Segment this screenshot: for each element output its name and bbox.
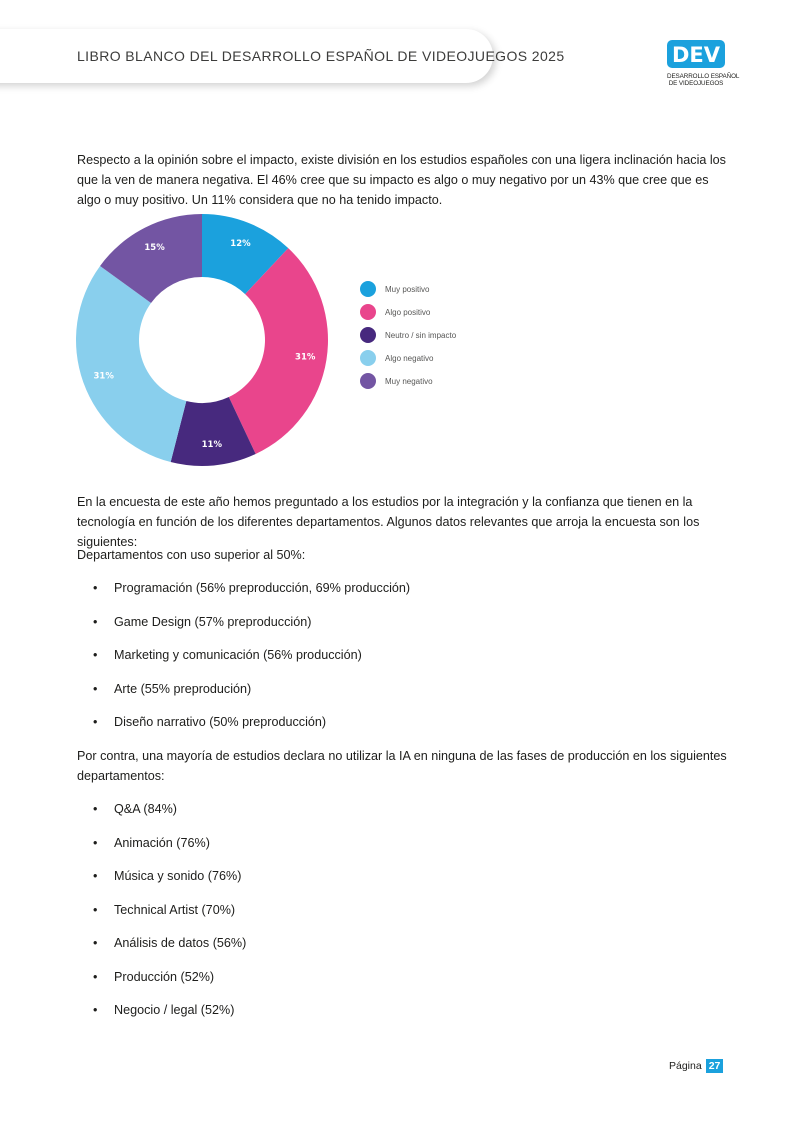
list-item-text: Análisis de datos (56%): [114, 936, 247, 950]
legend-swatch: [360, 304, 376, 320]
legend-swatch: [360, 327, 376, 343]
bullet-icon: •: [93, 936, 98, 950]
bullet-icon: •: [93, 614, 98, 629]
bullet-icon: •: [93, 902, 98, 917]
bullet-icon: •: [93, 715, 98, 729]
donut-slice: [76, 266, 186, 462]
page-label: Página: [669, 1060, 702, 1072]
list-item-text: Marketing y comunicación (56% producción): [114, 648, 362, 662]
legend-label: Neutro / sin impacto: [385, 331, 457, 340]
bullet-icon: •: [93, 835, 98, 850]
slice-value-label: 15%: [144, 242, 165, 253]
dev-logo-icon: [667, 40, 725, 68]
non-usage-paragraph: Por contra, una mayoría de estudios declara no utilizar la IA en ninguna de las fases de producción en los siguientes departamentos:: [77, 749, 727, 783]
list-item-text: Negocio / legal (52%): [114, 1003, 235, 1017]
page-footer: [669, 1059, 723, 1073]
bullet-icon: •: [93, 681, 98, 696]
legend-label: Algo negativo: [385, 354, 434, 363]
survey-paragraph: En la encuesta de este año hemos preguntado a los estudios por la integración y la confianza que tienen en la tecnología en función de los diferentes departamentos. Algunos datos relevantes que arroja la encuesta son los siguientes:: [77, 495, 700, 549]
bullet-icon: •: [93, 969, 98, 984]
legend-swatch: [360, 350, 376, 366]
logo-line-1: DESARROLLO ESPAÑOL: [667, 73, 740, 80]
legend-label: Muy negativo: [385, 377, 433, 386]
slice-value-label: 12%: [230, 238, 251, 249]
slice-value-label: 11%: [201, 440, 223, 451]
slice-value-label: 31%: [295, 352, 316, 363]
impact-donut-chart: [60, 210, 480, 485]
logo-mark-text: DEV: [671, 43, 721, 67]
bullet-icon: •: [93, 1003, 98, 1017]
legend-swatch: [360, 281, 376, 297]
list-item-text: Arte (55% preprodución): [114, 681, 252, 696]
page-number: 27: [706, 1059, 724, 1073]
list-item-text: Animación (76%): [114, 835, 210, 850]
list-item-text: Diseño narrativo (50% preproducción): [114, 715, 327, 729]
intro-paragraph: Respecto a la opinión sobre el impacto, existe división en los estudios españoles con una ligera inclinación hacia los que la ven de manera negativa. El 46% cree que su impacto es algo o muy negativo por un 43% que cree que es algo o muy positivo. Un 11% considera que no ha tenido impacto.: [77, 153, 726, 207]
document-title: LIBRO BLANCO DEL DESARROLLO ESPAÑOL DE VIDEOJUEGOS 2025: [77, 48, 565, 64]
list-item-text: Q&A (84%): [114, 802, 177, 816]
list-item-text: Programación (56% preproducción, 69% producción): [114, 581, 411, 595]
list-item-text: Technical Artist (70%): [114, 902, 236, 917]
dev-logo: [667, 40, 740, 87]
list-item-text: Producción (52%): [114, 969, 215, 984]
legend-swatch: [360, 373, 376, 389]
list-item-text: Música y sonido (76%): [114, 869, 242, 883]
bullet-icon: •: [93, 869, 98, 883]
bullet-icon: •: [93, 581, 98, 595]
slice-value-label: 31%: [93, 371, 114, 382]
bullet-icon: •: [93, 802, 98, 816]
logo-line-2: DE VIDEOJUEGOS: [668, 80, 724, 87]
bullet-icon: •: [93, 648, 98, 662]
legend-label: Algo positivo: [385, 308, 431, 317]
departments-heading: Departamentos con uso superior al 50%:: [77, 548, 306, 562]
list-item-text: Game Design (57% preproducción): [114, 614, 312, 629]
legend-label: Muy positivo: [385, 285, 430, 294]
